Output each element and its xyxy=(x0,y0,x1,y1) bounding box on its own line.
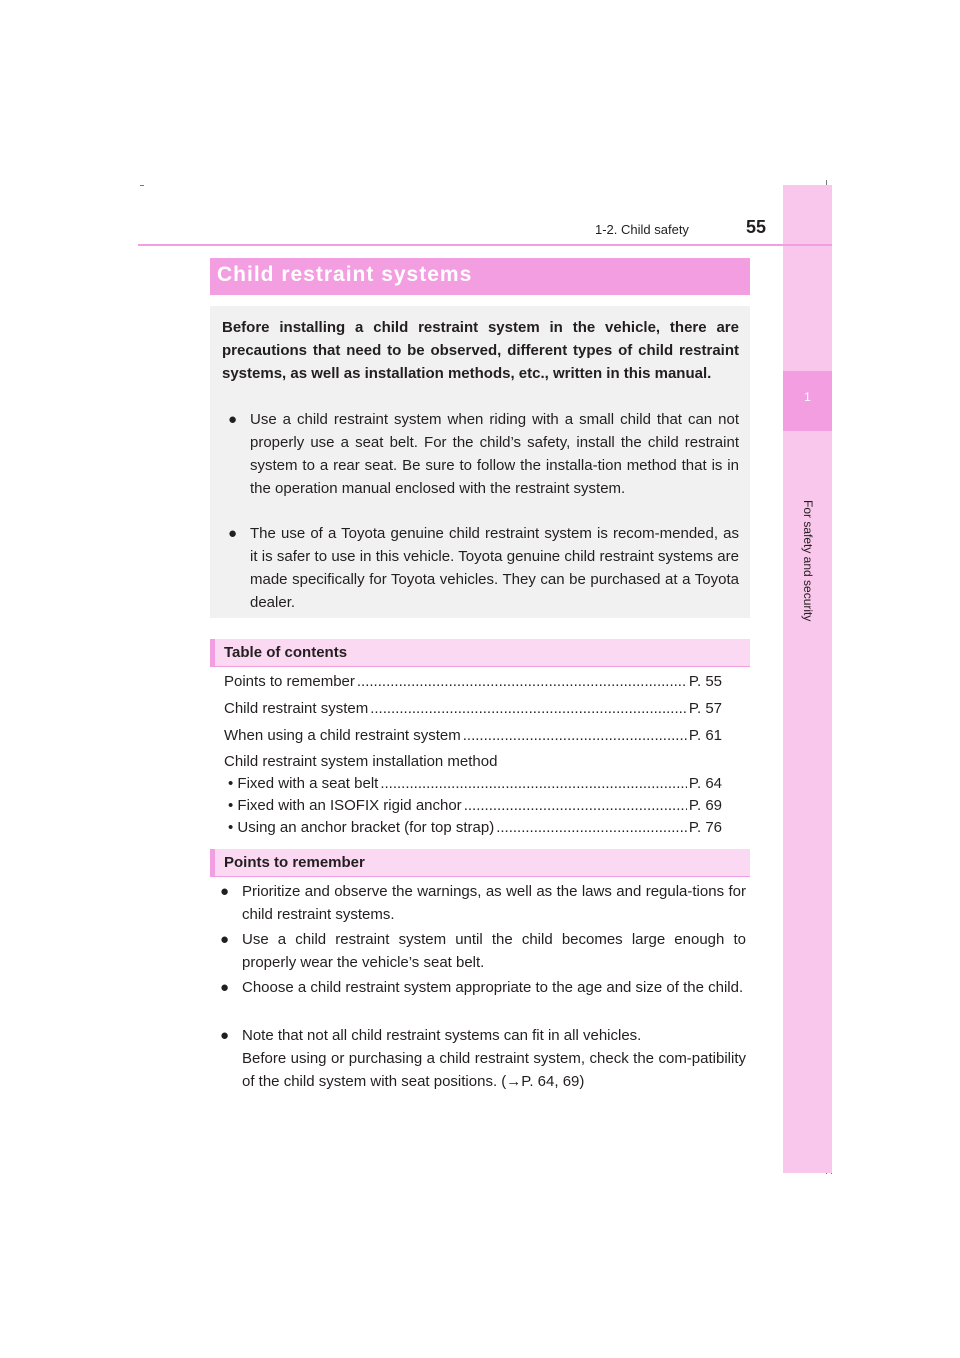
toc-entry-page: P. 61 xyxy=(688,727,722,744)
toc-entry-label: Child restraint system xyxy=(224,700,369,717)
header-rule xyxy=(138,244,832,246)
toc-entry[interactable] xyxy=(224,727,722,747)
toc-entry-page: P. 55 xyxy=(688,673,722,690)
toc-entry[interactable] xyxy=(224,673,722,693)
toc-entry-label: • Using an anchor bracket (for top strap) xyxy=(228,819,495,836)
toc-heading-bar xyxy=(210,639,750,666)
toc-entry-page: P. 64 xyxy=(688,775,722,792)
bullet-icon: ● xyxy=(220,979,230,996)
toc-heading: Table of contents xyxy=(224,644,348,661)
toc-entry-label: • Fixed with a seat belt xyxy=(228,775,379,792)
crop-mark xyxy=(140,185,144,186)
page-title-bar xyxy=(210,258,750,295)
bullet-icon: ● xyxy=(220,1027,230,1044)
toc-entry-page: P. 57 xyxy=(688,700,722,717)
intro-text: Before installing a child restraint system in the vehicle, there are precautions that need to be observed, different types of child restraint systems, as well as installation methods, etc., written in this manual. xyxy=(222,319,739,382)
intro-bullet-text: The use of a Toyota genuine child restraint system is recom-mended, as it is safer to use in this vehicle. Toyota genuine child restraint systems are made specifically for Toyota vehicles. They can be purchased at a Toyota dealer. xyxy=(250,525,739,611)
toc-entry-page: P. 76 xyxy=(688,819,722,836)
toc-sub-entry[interactable] xyxy=(228,819,722,839)
toc-leader xyxy=(378,775,687,795)
remember-note: Before using or purchasing a child restraint system, check the com-patibility of the child system with seat positions. (→P. 64, 69) xyxy=(242,1050,746,1090)
toc-leader xyxy=(461,727,687,747)
remember-bullet-text: Choose a child restraint system appropriate to the age and size of the child. xyxy=(242,979,744,996)
toc-leader xyxy=(494,819,687,839)
toc-leader xyxy=(462,797,687,817)
toc-leader xyxy=(355,673,687,693)
chapter-label: For safety and security xyxy=(801,500,815,622)
toc-sub-entry[interactable] xyxy=(228,797,722,817)
remember-bullet-text: Note that not all child restraint systems can fit in all vehicles. xyxy=(242,1027,642,1044)
bullet-icon: ● xyxy=(220,931,230,948)
toc-entry[interactable] xyxy=(224,700,722,720)
page-title: Child restraint systems xyxy=(217,263,473,286)
remember-heading-bar xyxy=(210,849,750,876)
toc-entry-page: P. 69 xyxy=(688,797,722,814)
intro-bullet-text: Use a child restraint system when riding with a small child that can not properly use a seat belt. For the child’s safety, install the child restraint system to a rear seat. Be sure to follow the installa-tion method that is in the operation manual enclosed with the restraint system. xyxy=(250,411,739,497)
toc-group-title: Child restraint system installation method xyxy=(224,753,498,770)
bullet-icon: ● xyxy=(228,411,238,428)
toc-sub-entry[interactable] xyxy=(228,775,722,795)
remember-bullet-text: Use a child restraint system until the child becomes large enough to properly wear the vehicle’s seat belt. xyxy=(242,931,746,971)
toc-entry-label: When using a child restraint system xyxy=(224,727,461,744)
page-number: 55 xyxy=(746,217,767,237)
section-label: 1-2. Child safety xyxy=(595,222,689,237)
toc-leader xyxy=(368,700,687,720)
remember-heading: Points to remember xyxy=(224,854,365,871)
remember-bullet-text: Prioritize and observe the warnings, as well as the laws and regula-tions for child restraint systems. xyxy=(242,883,746,923)
chapter-side-tab xyxy=(783,185,832,1173)
chapter-number: 1 xyxy=(804,390,811,404)
toc-entry-label: • Fixed with an ISOFIX rigid anchor xyxy=(228,797,462,814)
bullet-icon: ● xyxy=(228,525,238,542)
toc-entry-label: Points to remember xyxy=(224,673,355,690)
bullet-icon: ● xyxy=(220,883,230,900)
